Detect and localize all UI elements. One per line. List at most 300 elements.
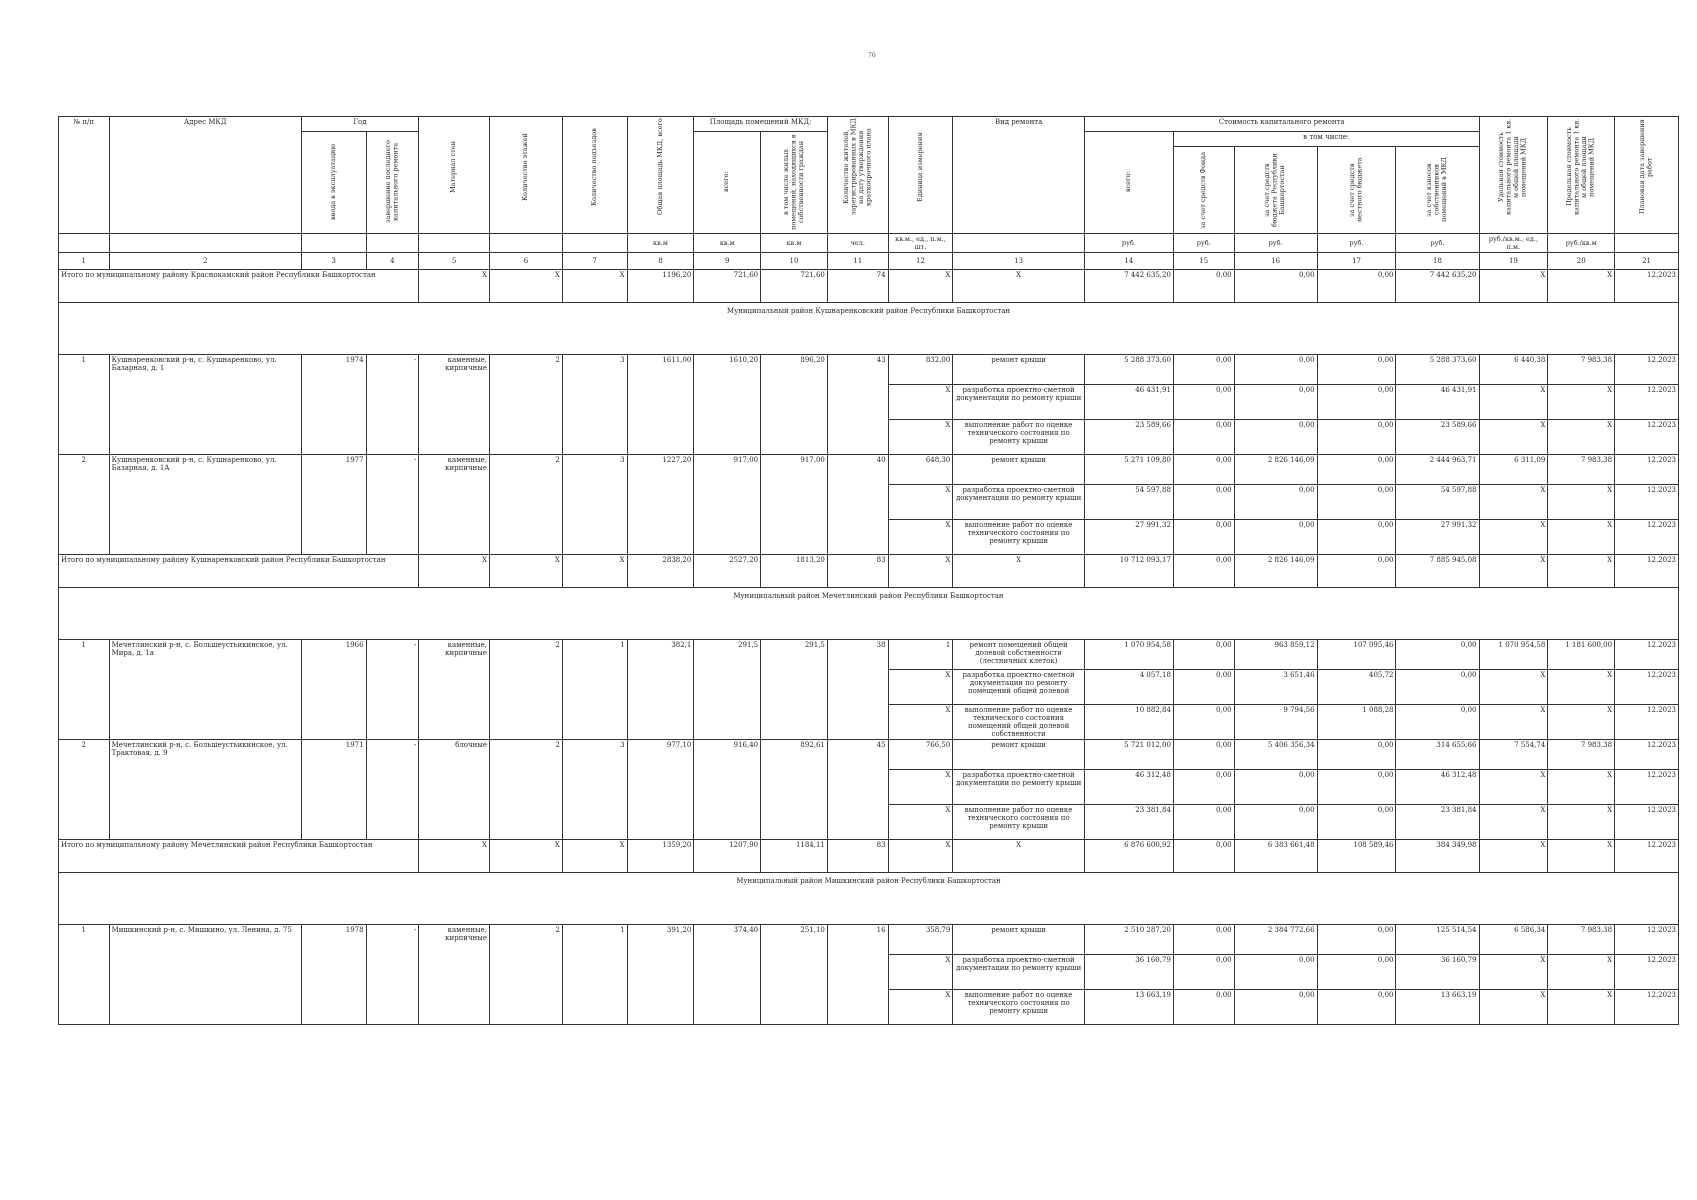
row-year: 1977 (301, 455, 366, 555)
table-cell: 1196,20 (627, 270, 694, 303)
work-max-cost: X (1548, 705, 1615, 740)
page-number: 76 (868, 52, 876, 59)
table-cell: 12.2023 (1615, 840, 1679, 873)
work-fund: 0,00 (1173, 355, 1234, 385)
work-local: 0,00 (1317, 455, 1396, 485)
header-premises-total: всего: (694, 132, 761, 234)
work-fund: 0,00 (1173, 805, 1234, 840)
work-owners: 2 444 963,71 (1396, 455, 1479, 485)
row-owned: 892,61 (761, 740, 828, 840)
total-label: Итого по муниципальному району Краснокамский район Республики Башкортостан (59, 270, 419, 303)
row-address: Мечетлинский р-н, с. Большеустьикинское, ул. Мира, д. 1а (109, 640, 301, 740)
row-floors: 2 (490, 455, 563, 555)
header-year-last-repair: завершение последнего капитального ремонта (366, 132, 419, 234)
work-max-cost: 7 983,38 (1548, 455, 1615, 485)
table-cell: 12.2023 (1615, 270, 1679, 303)
table-row (59, 925, 1679, 955)
work-date: 12.2023 (1615, 955, 1679, 990)
row-num: 2 (59, 455, 110, 555)
total-row (59, 270, 1679, 303)
work-unit: X (888, 385, 953, 420)
row-area: 382,1 (627, 640, 694, 740)
work-total: 5 288 373,60 (1084, 355, 1173, 385)
row-floors: 2 (490, 355, 563, 455)
work-max-cost: 7 983,38 (1548, 355, 1615, 385)
district-header-row (59, 873, 1679, 925)
unit-cell: руб. (1396, 234, 1479, 253)
work-local: 0,00 (1317, 770, 1396, 805)
work-total: 46 312,48 (1084, 770, 1173, 805)
table-cell: 83 (827, 840, 888, 873)
row-area: 1611,00 (627, 355, 694, 455)
work-unit: 648,30 (888, 455, 953, 485)
row-last-repair: - (366, 455, 419, 555)
work-owners: 23 589,66 (1396, 420, 1479, 455)
table-cell: 384 349,98 (1396, 840, 1479, 873)
table-cell: X (490, 555, 563, 588)
work-type: ремонт крыши (953, 925, 1085, 955)
row-year: 1974 (301, 355, 366, 455)
table-cell: X (490, 840, 563, 873)
work-fund: 0,00 (1173, 485, 1234, 520)
col-number: 11 (827, 253, 888, 270)
work-unit: 358,79 (888, 925, 953, 955)
work-unit: X (888, 805, 953, 840)
table-cell: 721,60 (761, 270, 828, 303)
col-number: 13 (953, 253, 1085, 270)
row-num: 2 (59, 740, 110, 840)
work-unit: X (888, 420, 953, 455)
work-fund: 0,00 (1173, 420, 1234, 455)
work-owners: 27 991,32 (1396, 520, 1479, 555)
work-unit-cost: X (1479, 385, 1548, 420)
table-cell: X (562, 840, 627, 873)
work-total: 36 160,79 (1084, 955, 1173, 990)
work-type: ремонт крыши (953, 740, 1085, 770)
row-address: Кушнаренковский р-н, с. Кушнаренково, ул. Базарная, д. 1 (109, 355, 301, 455)
row-address: Мишкинский р-н, с. Мишкино, ул. Ленина, д. 75 (109, 925, 301, 1025)
work-max-cost: X (1548, 385, 1615, 420)
work-max-cost: X (1548, 520, 1615, 555)
row-area: 1227,20 (627, 455, 694, 555)
work-date: 12.2023 (1615, 420, 1679, 455)
work-unit: X (888, 520, 953, 555)
table-cell: 12.2023 (1615, 555, 1679, 588)
work-unit-cost: X (1479, 705, 1548, 740)
work-date: 12.2023 (1615, 670, 1679, 705)
table-cell: 10 712 093,17 (1084, 555, 1173, 588)
row-year: 1971 (301, 740, 366, 840)
work-local: 0,00 (1317, 990, 1396, 1025)
table-cell: 1184,11 (761, 840, 828, 873)
row-material: каменные, кирпичные (419, 640, 490, 740)
work-max-cost: X (1548, 420, 1615, 455)
work-local: 0,00 (1317, 805, 1396, 840)
col-number: 2 (109, 253, 301, 270)
table-cell: X (562, 270, 627, 303)
work-max-cost: 7 983,38 (1548, 740, 1615, 770)
row-residents: 43 (827, 355, 888, 455)
total-label: Итого по муниципальному району Мечетлинский район Республики Башкортостан (59, 840, 419, 873)
work-unit: 1 (888, 640, 953, 670)
work-max-cost: X (1548, 955, 1615, 990)
table-cell: X (953, 555, 1085, 588)
col-number: 1 (59, 253, 110, 270)
work-unit-cost: 1 070 954,58 (1479, 640, 1548, 670)
col-number: 8 (627, 253, 694, 270)
table-cell: X (1479, 840, 1548, 873)
total-row (59, 840, 1679, 873)
work-type: выполнение работ по оценке технического состояния по ремонту крыши (953, 420, 1085, 455)
col-number: 3 (301, 253, 366, 270)
header-cost-republic: за счет средств бюджета Республики Башкортостан (1234, 147, 1317, 234)
table-cell: X (1548, 555, 1615, 588)
work-unit: 832,00 (888, 355, 953, 385)
work-unit-cost: 7 554,74 (1479, 740, 1548, 770)
work-date: 12.2023 (1615, 640, 1679, 670)
work-type: разработка проектно-сметной документации по ремонту крыши (953, 770, 1085, 805)
unit-cell: кв.м (694, 234, 761, 253)
work-fund: 0,00 (1173, 740, 1234, 770)
work-republic: 5 406 356,34 (1234, 740, 1317, 770)
row-residents: 38 (827, 640, 888, 740)
work-fund: 0,00 (1173, 955, 1234, 990)
table-cell: 83 (827, 555, 888, 588)
column-numbers-row (59, 253, 1679, 270)
row-owned: 291,5 (761, 640, 828, 740)
col-number: 5 (419, 253, 490, 270)
work-type: ремонт крыши (953, 355, 1085, 385)
table-cell: 0,00 (1173, 840, 1234, 873)
header-cost-total: всего: (1084, 132, 1173, 234)
work-unit: 766,50 (888, 740, 953, 770)
row-area: 391,20 (627, 925, 694, 1025)
work-fund: 0,00 (1173, 925, 1234, 955)
work-date: 12.2023 (1615, 705, 1679, 740)
row-residents: 16 (827, 925, 888, 1025)
row-premises: 291,5 (694, 640, 761, 740)
work-republic: 963 859,12 (1234, 640, 1317, 670)
table-cell: 6 383 661,48 (1234, 840, 1317, 873)
work-date: 12.2023 (1615, 805, 1679, 840)
row-entrances: 3 (562, 355, 627, 455)
header-including: в том числе: (1173, 132, 1479, 147)
table-cell: X (419, 840, 490, 873)
work-total: 46 431,91 (1084, 385, 1173, 420)
total-row (59, 555, 1679, 588)
table-cell: 1359,20 (627, 840, 694, 873)
work-republic: 0,00 (1234, 420, 1317, 455)
header-premises-owned: в том числе жилых помещений, находящихся в собственности граждан (761, 132, 828, 234)
row-last-repair: - (366, 355, 419, 455)
work-local: 107 095,46 (1317, 640, 1396, 670)
work-owners: 46 431,91 (1396, 385, 1479, 420)
work-type: разработка проектно-сметной документации по ремонту крыши (953, 955, 1085, 990)
header-deadline: Плановая дата завершения работ (1615, 117, 1679, 234)
units-row (59, 234, 1679, 253)
header-unit-cost: Удельная стоимость капитального ремонта 1 кв. м общей площади помещений МКД (1479, 117, 1548, 234)
work-total: 13 663,19 (1084, 990, 1173, 1025)
work-owners: 5 288 373,60 (1396, 355, 1479, 385)
table-cell: X (1479, 270, 1548, 303)
work-republic: 0,00 (1234, 990, 1317, 1025)
work-republic: 0,00 (1234, 805, 1317, 840)
work-date: 12.2023 (1615, 925, 1679, 955)
table-cell: 0,00 (1317, 270, 1396, 303)
work-fund: 0,00 (1173, 520, 1234, 555)
work-local: 405,72 (1317, 670, 1396, 705)
table-cell: 721,60 (694, 270, 761, 303)
work-fund: 0,00 (1173, 770, 1234, 805)
row-premises: 917,00 (694, 455, 761, 555)
header-entrances: Количество подъездов (562, 117, 627, 234)
work-max-cost: 7 983,38 (1548, 925, 1615, 955)
work-unit: X (888, 485, 953, 520)
unit-cell: руб. (1234, 234, 1317, 253)
work-republic: 3 651,46 (1234, 670, 1317, 705)
col-number: 6 (490, 253, 563, 270)
row-material: блочные (419, 740, 490, 840)
row-num: 1 (59, 925, 110, 1025)
header-cost-local: за счет средств местного бюджета (1317, 147, 1396, 234)
header-row-1 (59, 117, 1679, 132)
work-date: 12.2023 (1615, 355, 1679, 385)
work-unit: X (888, 670, 953, 705)
unit-cell: чел. (827, 234, 888, 253)
table-row (59, 740, 1679, 770)
work-type: выполнение работ по оценке технического состояния по ремонту крыши (953, 805, 1085, 840)
work-owners: 125 514,54 (1396, 925, 1479, 955)
table-cell: 2 826 146,09 (1234, 555, 1317, 588)
district-title: Муниципальный район Мечетлинский район Республики Башкортостан (59, 588, 1679, 640)
work-total: 1 070 954,58 (1084, 640, 1173, 670)
work-total: 27 991,32 (1084, 520, 1173, 555)
col-number: 18 (1396, 253, 1479, 270)
unit-cell: руб. (1084, 234, 1173, 253)
work-date: 12.2023 (1615, 385, 1679, 420)
col-number: 12 (888, 253, 953, 270)
work-date: 12.2023 (1615, 485, 1679, 520)
work-owners: 46 312,48 (1396, 770, 1479, 805)
row-premises: 1610,20 (694, 355, 761, 455)
work-total: 23 589,66 (1084, 420, 1173, 455)
work-total: 54 597,88 (1084, 485, 1173, 520)
header-year-commission: ввода в эксплуатацию (301, 132, 366, 234)
table-cell: X (562, 555, 627, 588)
work-max-cost: 1 181 600,00 (1548, 640, 1615, 670)
work-republic: 0,00 (1234, 355, 1317, 385)
header-wall-material: Материал стен (419, 117, 490, 234)
table-cell: X (888, 270, 953, 303)
table-cell: X (1479, 555, 1548, 588)
work-unit-cost: 6 440,38 (1479, 355, 1548, 385)
row-owned: 251,10 (761, 925, 828, 1025)
district-title: Муниципальный район Мишкинский район Республики Башкортостан (59, 873, 1679, 925)
header-total-area: Общая площадь МКД, всего (627, 117, 694, 234)
work-local: 0,00 (1317, 925, 1396, 955)
col-number: 14 (1084, 253, 1173, 270)
table-cell: 1207,90 (694, 840, 761, 873)
work-type: ремонт помещений общей долевой собственности (лестничных клеток) (953, 640, 1085, 670)
work-date: 12.2023 (1615, 455, 1679, 485)
row-floors: 2 (490, 640, 563, 740)
row-entrances: 1 (562, 640, 627, 740)
work-type: ремонт крыши (953, 455, 1085, 485)
work-local: 0,00 (1317, 385, 1396, 420)
work-unit-cost: X (1479, 520, 1548, 555)
work-type: выполнение работ по оценке технического состояния по ремонту крыши (953, 520, 1085, 555)
work-total: 23 381,84 (1084, 805, 1173, 840)
header-unit: Единица измерения (888, 117, 953, 234)
row-year: 1978 (301, 925, 366, 1025)
work-owners: 54 597,88 (1396, 485, 1479, 520)
work-fund: 0,00 (1173, 990, 1234, 1025)
work-fund: 0,00 (1173, 705, 1234, 740)
work-max-cost: X (1548, 770, 1615, 805)
work-unit-cost: X (1479, 485, 1548, 520)
table-cell: X (888, 555, 953, 588)
work-unit-cost: 6 311,09 (1479, 455, 1548, 485)
work-total: 10 882,84 (1084, 705, 1173, 740)
row-entrances: 1 (562, 925, 627, 1025)
col-number: 16 (1234, 253, 1317, 270)
row-premises: 916,40 (694, 740, 761, 840)
table-cell: 6 876 600,92 (1084, 840, 1173, 873)
unit-cell: руб. (1173, 234, 1234, 253)
col-number: 10 (761, 253, 828, 270)
header-cost-fund: за счет средств Фонда (1173, 147, 1234, 234)
work-republic: 0,00 (1234, 485, 1317, 520)
row-material: каменные, кирпичные (419, 355, 490, 455)
total-label: Итого по муниципальному району Кушнаренковский район Республики Башкортостан (59, 555, 419, 588)
row-entrances: 3 (562, 740, 627, 840)
work-total: 5 721 012,00 (1084, 740, 1173, 770)
row-address: Мечетлинский р-н, с. Большеустьикинское, ул. Трактовая, д. 9 (109, 740, 301, 840)
table-cell: X (1548, 270, 1615, 303)
col-number: 15 (1173, 253, 1234, 270)
table-cell: 74 (827, 270, 888, 303)
row-floors: 2 (490, 925, 563, 1025)
col-number: 21 (1615, 253, 1679, 270)
row-last-repair: - (366, 925, 419, 1025)
unit-cell: кв.м (627, 234, 694, 253)
work-republic: 2 384 772,66 (1234, 925, 1317, 955)
col-number: 4 (366, 253, 419, 270)
work-max-cost: X (1548, 990, 1615, 1025)
work-total: 5 271 109,80 (1084, 455, 1173, 485)
row-residents: 40 (827, 455, 888, 555)
work-unit-cost: X (1479, 670, 1548, 705)
work-date: 12.2023 (1615, 770, 1679, 805)
table-cell: 7 442 635,20 (1084, 270, 1173, 303)
table-cell: 2838,20 (627, 555, 694, 588)
table-cell: 0,00 (1173, 270, 1234, 303)
work-owners: 23 381,84 (1396, 805, 1479, 840)
header-floors: Количество этажей (490, 117, 563, 234)
unit-cell: руб. (1317, 234, 1396, 253)
work-type: разработка проектно-сметной документации по ремонту крыши (953, 485, 1085, 520)
unit-cell: руб./кв.м., ед., п.м. (1479, 234, 1548, 253)
work-owners: 0,00 (1396, 640, 1479, 670)
table-cell: 7 442 635,20 (1396, 270, 1479, 303)
table-row (59, 640, 1679, 670)
header-repair-type: Вид ремонта (953, 117, 1085, 234)
row-area: 977,10 (627, 740, 694, 840)
district-header-row (59, 588, 1679, 640)
work-local: 1 088,28 (1317, 705, 1396, 740)
table-row (59, 355, 1679, 385)
table-cell: 2527,20 (694, 555, 761, 588)
district-title: Муниципальный район Кушнаренковский район Республики Башкортостан (59, 303, 1679, 355)
work-republic: 0,00 (1234, 520, 1317, 555)
work-local: 0,00 (1317, 355, 1396, 385)
unit-cell: кв.м., ед., п.м., шт. (888, 234, 953, 253)
table-cell: 0,00 (1173, 555, 1234, 588)
work-fund: 0,00 (1173, 670, 1234, 705)
table-cell: 108 589,46 (1317, 840, 1396, 873)
work-total: 4 057,18 (1084, 670, 1173, 705)
work-max-cost: X (1548, 670, 1615, 705)
row-material: каменные, кирпичные (419, 925, 490, 1025)
table-cell: X (953, 840, 1085, 873)
work-republic: 0,00 (1234, 385, 1317, 420)
work-fund: 0,00 (1173, 455, 1234, 485)
table-row (59, 455, 1679, 485)
work-fund: 0,00 (1173, 385, 1234, 420)
work-unit: X (888, 990, 953, 1025)
row-material: каменные, кирпичные (419, 455, 490, 555)
work-unit-cost: X (1479, 805, 1548, 840)
work-republic: 2 826 146,09 (1234, 455, 1317, 485)
table-cell: X (1548, 840, 1615, 873)
col-number: 19 (1479, 253, 1548, 270)
work-date: 12.2023 (1615, 520, 1679, 555)
work-republic: 0,00 (1234, 770, 1317, 805)
work-unit: X (888, 770, 953, 805)
row-num: 1 (59, 640, 110, 740)
row-year: 1966 (301, 640, 366, 740)
work-type: разработка проектно-сметной документации по ремонту помещений общей долевой (953, 670, 1085, 705)
table-cell: X (888, 840, 953, 873)
row-floors: 2 (490, 740, 563, 840)
work-unit: X (888, 955, 953, 990)
row-address: Кушнаренковский р-н, с. Кушнаренково, ул. Базарная, д. 1А (109, 455, 301, 555)
work-local: 0,00 (1317, 955, 1396, 990)
col-number: 7 (562, 253, 627, 270)
work-type: выполнение работ по оценке технического состояния по ремонту крыши (953, 990, 1085, 1025)
unit-cell: руб./кв.м (1548, 234, 1615, 253)
work-type: разработка проектно-сметной документации по ремонту крыши (953, 385, 1085, 420)
table-cell: X (419, 555, 490, 588)
header-residents: Количество жителей, зарегистрированных в МКД на дату утверждения краткосрочного плана (827, 117, 888, 234)
header-year-group: Год (301, 117, 418, 132)
table-cell: X (490, 270, 563, 303)
work-unit-cost: X (1479, 770, 1548, 805)
work-unit-cost: X (1479, 420, 1548, 455)
row-residents: 45 (827, 740, 888, 840)
work-local: 0,00 (1317, 740, 1396, 770)
row-num: 1 (59, 355, 110, 455)
work-republic: 0,00 (1234, 955, 1317, 990)
work-date: 12.2023 (1615, 990, 1679, 1025)
header-num: № п/п (59, 117, 110, 234)
work-unit-cost: X (1479, 990, 1548, 1025)
district-header-row (59, 303, 1679, 355)
header-max-cost: Предельная стоимость капитального ремонта 1 кв. м общей площади помещений МКД (1548, 117, 1615, 234)
table-cell: 0,00 (1317, 555, 1396, 588)
table-cell: 1813,20 (761, 555, 828, 588)
table-cell: X (953, 270, 1085, 303)
